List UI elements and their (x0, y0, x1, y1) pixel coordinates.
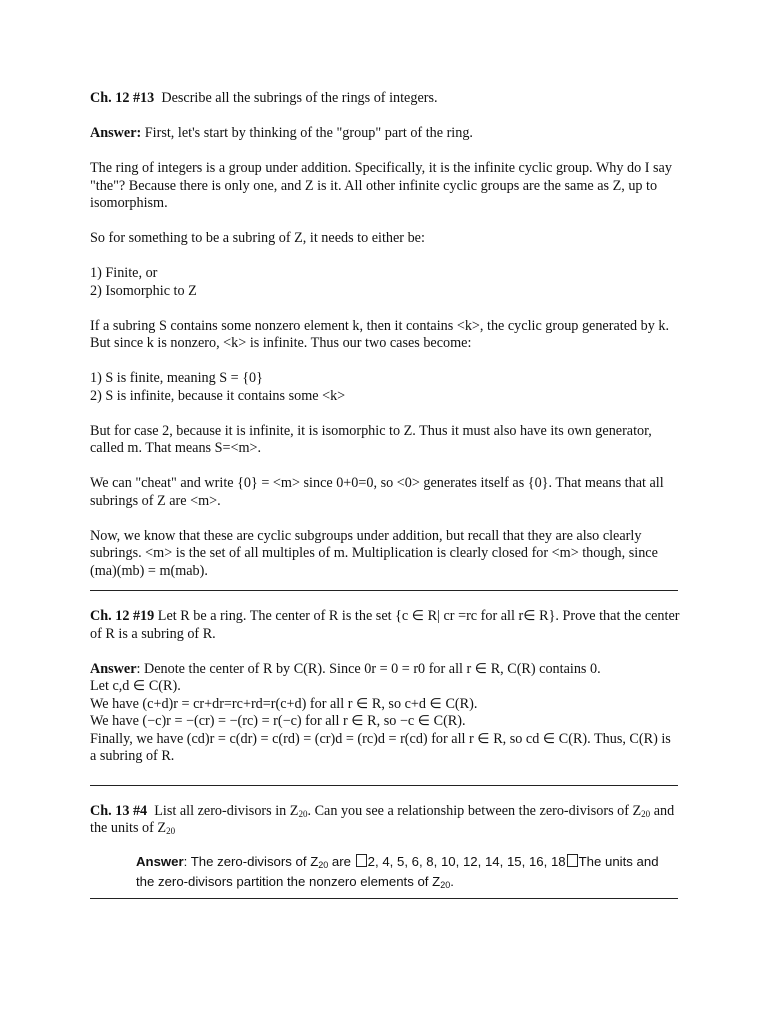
divider (90, 590, 678, 591)
q13-para3: If a subring S contains some nonzero element k, then it contains <k>, the cyclic group generated by k. But since k is nonzero, <k> is infinite. Thus our two cases become: (90, 317, 670, 351)
q19-answer (90, 661, 680, 766)
q13-para1: The ring of integers is a group under addition. Specifically, it is the infinite cyclic group. Why do I say "the"? Because there is only one, and Z is it. All other infinite cyclic groups are the same as Z, up to isomorphism. (90, 160, 672, 211)
q13-question (90, 90, 680, 108)
q4-question-text: . Can you see a relationship between the zero-divisors of Z (307, 802, 642, 819)
q19-answer-line (90, 661, 680, 679)
divider (90, 785, 678, 786)
missing-glyph-icon (356, 854, 367, 867)
q4-question (90, 803, 680, 838)
q13-para2: So for something to be a subring of Z, it needs to either be: (90, 230, 425, 246)
q13-list2 (90, 370, 680, 405)
subscript: 20 (166, 826, 176, 836)
q13-list1-item: 1) Finite, or (90, 265, 158, 281)
q13-list2-item: 1) S is finite, meaning S = {0} (90, 370, 263, 386)
q19-question-text: Let R be a ring. The center of R is the set {c ∈ R| cr =rc for all r∈ R}. Prove that the center of R is a subring of R. (90, 608, 680, 642)
q13-para5: We can "cheat" and write {0} = <m> since 0+0=0, so <0> generates itself as {0}. That means that all subrings of Z are <m>. (90, 475, 664, 509)
q13-question-text: Describe all the subrings of the rings of integers. (161, 90, 438, 106)
q19-heading: Ch. 12 #19 (90, 608, 155, 624)
q4-answer-label: Answer (136, 853, 184, 869)
subscript: 20 (318, 859, 329, 870)
q19-answer-label: Answer (90, 660, 137, 677)
divider (90, 898, 678, 899)
q13-list2-item: 2) S is infinite, because it contains some <k> (90, 387, 346, 404)
q4-answer-list: 2, 4, 5, 6, 8, 10, 12, 14, 15, 16, 18 (367, 853, 566, 869)
q4-question-text: and the units of Z (90, 802, 675, 836)
q19-answer-line: Let c,d ∈ C(R). (90, 678, 181, 694)
q13-answer-label: Answer: (90, 125, 142, 141)
q13-list1-item: 2) Isomorphic to Z (90, 282, 197, 299)
q4-heading: Ch. 13 #4 (90, 802, 148, 819)
q13-heading: Ch. 12 #13 (90, 90, 155, 106)
subscript: 20 (641, 808, 651, 819)
q4-answer-text: The units and the zero-divisors partition the nonzero elements of Z (136, 853, 659, 889)
q4-answer-text: are (328, 853, 355, 869)
q19-answer-text: : Denote the center of R by C(R). Since 0r = 0 = r0 for all r ∈ R, C(R) contains 0. (136, 660, 601, 677)
q13-para4: But for case 2, because it is infinite, it is isomorphic to Z. Thus it must also have its own generator, called m. That means S=<m>. (90, 422, 652, 456)
subscript: 20 (298, 808, 308, 819)
q19-question (90, 608, 680, 643)
q19-answer-line: Finally, we have (cd)r = c(dr) = c(rd) = (cr)d = (rc)d = r(cd) for all r ∈ R, so cd ∈ C(R). Thus, C(R) is a subring of R. (90, 730, 671, 764)
subscript: 20 (440, 879, 451, 890)
q13-answer-intro-text: First, let's start by thinking of the "group" part of the ring. (144, 125, 473, 141)
q4-answer-text: : The zero-divisors of Z (183, 853, 319, 869)
q13-list1 (90, 265, 680, 300)
q4-answer-text: . (450, 873, 454, 889)
q13-answer-intro (90, 125, 680, 143)
q19-answer-line: We have (c+d)r = cr+dr=rc+rd=r(c+d) for all r ∈ R, so c+d ∈ C(R). (90, 695, 478, 712)
q4-answer (90, 852, 680, 892)
q13-para6: Now, we know that these are cyclic subgroups under addition, but recall that they are also clearly subrings. <m> is the set of all multiples of m. Multiplication is clearly closed for <m> though, since (ma)(mb) = m(mab). (90, 527, 658, 579)
missing-glyph-icon (567, 854, 578, 867)
document-page (90, 90, 680, 916)
q19-answer-line: We have (−c)r = −(cr) = −(rc) = r(−c) for all r ∈ R, so −c ∈ C(R). (90, 713, 466, 729)
q4-question-text: List all zero-divisors in Z (154, 802, 299, 819)
